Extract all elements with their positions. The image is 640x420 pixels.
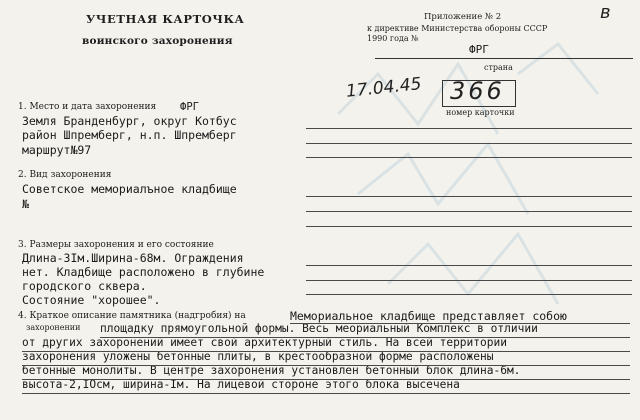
form-line — [22, 379, 630, 380]
form-line — [22, 351, 630, 352]
description-line-5: бетонные монолиты. В центре захоронения установлен бетонный блок длина-6м. — [22, 364, 521, 377]
card-number: 366 — [450, 77, 505, 105]
form-line — [306, 196, 632, 197]
description-line-1: Мемориальное кладбище представляет собою — [290, 309, 567, 323]
description-line-6: высота-2,IОсм, ширина-Iм. На лицевой стороне этого блока высечена — [22, 378, 460, 391]
description-label: 4. Краткое описание памятника (надгробия) на — [18, 311, 246, 321]
type-line-2: № — [22, 197, 29, 211]
size-line-2: нет. Кладбище расположено в глубине — [22, 265, 265, 279]
form-line — [100, 337, 630, 338]
form-line — [306, 265, 632, 266]
corner-handwritten-mark: в — [600, 2, 611, 23]
place-line-1: Земля Бранденбург, округ Котбус — [22, 114, 237, 128]
form-line — [306, 280, 632, 281]
description-line-4: захоронения уложены бетонные плиты, в крестообразной форме расположены — [22, 350, 494, 363]
place-line-2: район Шпремберг, н.п. Шпремберг — [22, 128, 237, 142]
description-label-2: захоронении — [26, 323, 81, 332]
type-line-1: Советское мемориалъное кладбище — [22, 182, 237, 196]
form-line — [306, 143, 632, 144]
form-line — [306, 128, 632, 129]
directive-text — [367, 24, 547, 44]
type-label: 2. Вид захоронения — [18, 170, 112, 180]
card-title: УЧЕТНАЯ КАРТОЧКА — [86, 12, 245, 26]
form-line — [22, 365, 630, 366]
form-line — [306, 211, 632, 212]
description-line-3: от других захоронений имеет свой архитектурный стиль. На всей территории — [22, 336, 507, 349]
form-line — [22, 393, 630, 394]
appendix-label: Приложение № 2 — [424, 12, 502, 22]
place-label: 1. Место и дата захоронения — [18, 102, 157, 112]
directive-line-2: 1990 года № — [367, 34, 419, 43]
country-value: ФРГ — [469, 43, 489, 56]
country-label: страна — [484, 63, 513, 72]
size-line-4: Состояние "хорошее". — [22, 293, 161, 307]
form-line — [306, 294, 632, 295]
card-subtitle: воинского захоронения — [82, 35, 233, 47]
card-number-label: номер карточки — [446, 108, 515, 117]
place-inline-value: ФРГ — [180, 101, 199, 113]
form-line — [306, 226, 632, 227]
description-line-2: площадку прямоугольной формы. Весь меориальный Комплекс в отличии — [100, 322, 538, 335]
handwritten-date: 17.04.45 — [345, 74, 423, 102]
directive-line-1: к директиве Министерства обороны СССР — [367, 24, 548, 33]
form-line — [306, 157, 632, 158]
country-underline — [375, 58, 633, 59]
size-label: 3. Размеры захоронения и его состояние — [18, 240, 214, 250]
place-line-3: маршрут№97 — [22, 143, 92, 157]
size-line-3: городского сквера. — [22, 279, 147, 293]
size-line-1: Длина-3Iм.Ширина-68м. Ограждения — [22, 251, 244, 265]
form-line — [290, 323, 630, 324]
